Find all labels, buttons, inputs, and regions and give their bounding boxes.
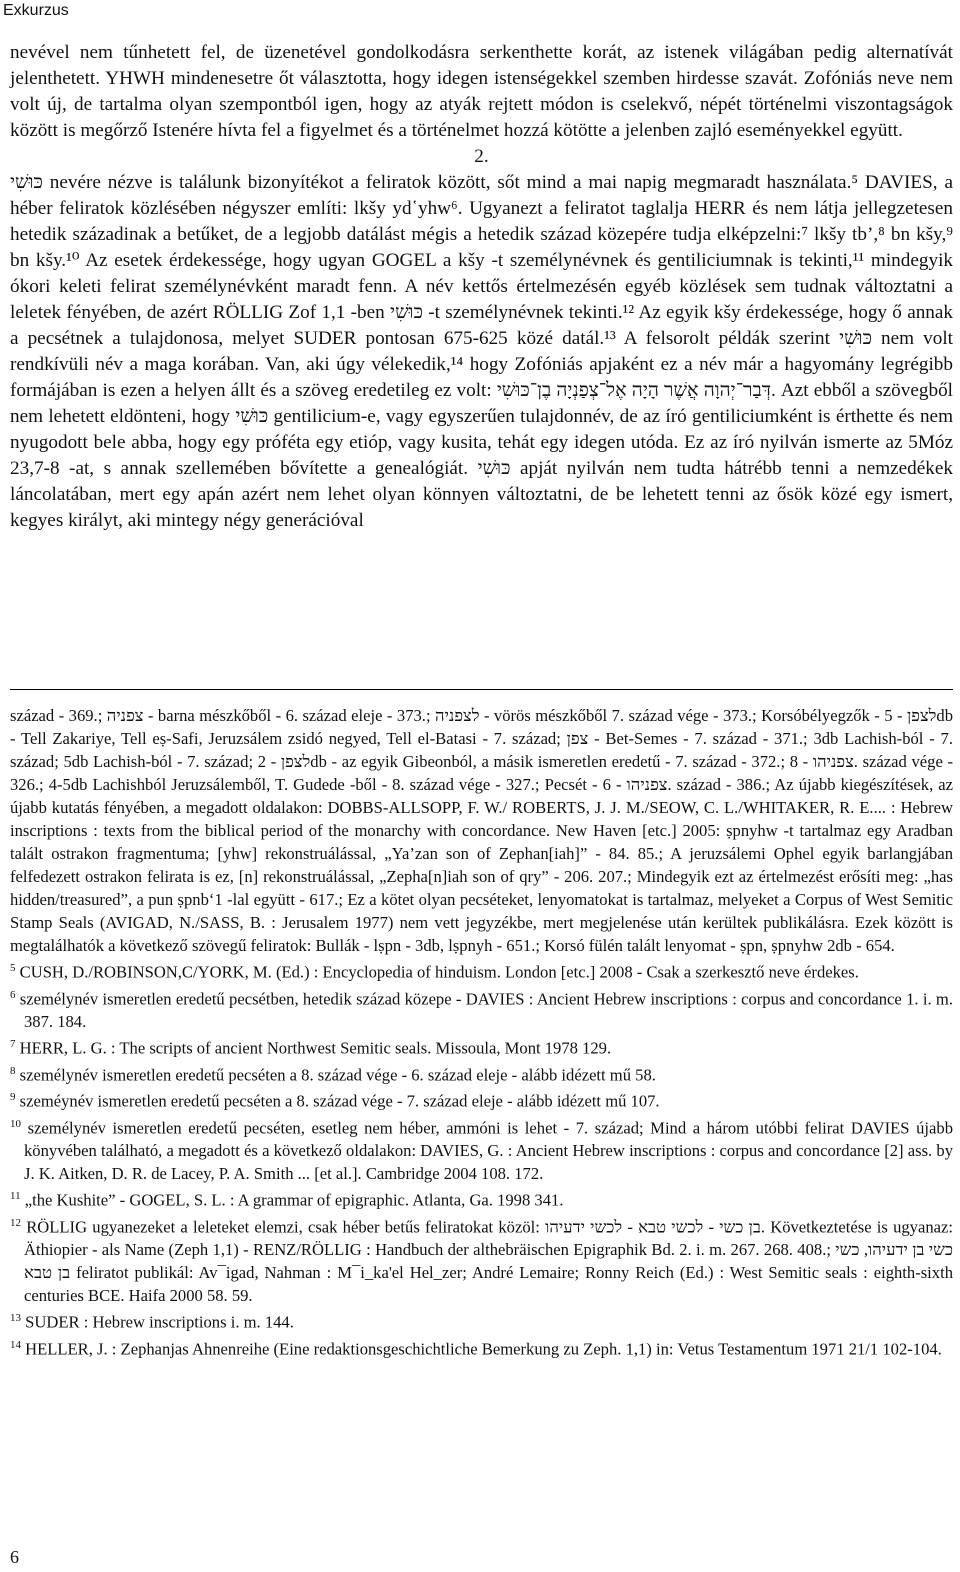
section-number: 2. <box>474 146 489 167</box>
footnote-text: CUSH, D./ROBINSON,C/YORK, M. (Ed.) : Encyclopedia of hinduism. London [etc.] 2008 - Csak a szerkesztő neve érdekes. <box>19 962 859 982</box>
footnote <box>10 1033 953 1060</box>
footnote-number: 5 <box>10 962 16 974</box>
footnote-text: személynév ismeretlen eredetű pecsétben, hetedik század közepe - DAVIES : Ancient Hebrew inscriptions : corpus and concordance 1. i. m. 387. 184. <box>19 989 953 1032</box>
footnote <box>10 1334 953 1361</box>
footnote <box>10 1060 953 1087</box>
footnote-text: szeméynév ismeretlen eredetű pecséten a 8. század vége - 7. század eleje - alább idézett mű 107. <box>19 1091 660 1111</box>
footnote-text: HELLER, J. : Zephanjas Ahnenreihe (Eine redaktionsgeschichtliche Bemerkung zu Zeph. 1,1) in: Vetus Testamentum 1971 21/1 102-104. <box>25 1339 942 1359</box>
footnote-number: 10 <box>10 1117 21 1130</box>
paragraph-1: nevével nem tűnhetett fel, de üzenetével gondolkodásra serkenthette korát, az istenek világában pedig alternatívát jelenthetett. YHWH mindenesetre őt választotta, hogy idegen istenségekkel szemben hirdesse szavát. Zofóniás neve nem volt új, de tartalma olyan szempontból igen, hogy az atyák rejtett módon is cselekvő, népét történelmi viszontagságok között is megőrző Istenére hívta fel a figyelmet és a történelmet hozzá kötötte a jelenben zajló eseményekkel együtt. <box>10 42 953 141</box>
footnote-separator <box>10 689 953 690</box>
footnote-text: személynév ismeretlen eredetű pecséten a 8. század vége - 6. század eleje - alább idézett mű 58. <box>19 1065 656 1085</box>
footnote <box>10 1307 953 1334</box>
footnote-text: SUDER : Hebrew inscriptions i. m. 144. <box>25 1312 294 1332</box>
footnote-number: 14 <box>10 1338 21 1351</box>
footnote-number: 12 <box>10 1216 21 1229</box>
footnote <box>10 1212 953 1308</box>
paragraph-2: כּוּשִׁי nevére nézve is találunk bizonyítékot a feliratok között, sőt mind a mai napig megmaradt használata.⁵ DAVIES, a héber feliratok közlésében négyszer említi: lkšy yd῾yhw⁶. Ugyanezt a feliratot taglalja HERR és nem látja jellegzetesen hetedik századinak a betűket, de a legjobb datálást mégis a hetedik század közepére tudja elképzelni:⁷ lkšy tb’,⁸ bn kšy,⁹ bn kšy.¹⁰ Az esetek érdekessége, hogy ugyan GOGEL a kšy -t személynévnek és gentiliciumnak is tekinti,¹¹ mindegyik ókori keleti felirat személynévként maradt fenn. A név kettős értelmezésén egyéb közlések sem tudnak változtatni a leletek fényében, de azért RÖLLIG Zof 1,1 -ben כּוּשִׁי -t személynévnek tekinti.¹² Az egyik kšy érdekessége, hogy ő annak a pecsétnek a tulajdonosa, melyet SUDER pontosan 675-625 közé datál.¹³ A felsorolt példák szerint כּוּשִׁי nem volt rendkívüli név a maga korában. Van, aki úgy vélekedik,¹⁴ hogy Zofóniás apjaként ez a név már a hagyomány legrégibb formájában is ezen a helyen állt és a szöveg eredetileg ez volt: דְּבַר־יְהוָה אֲשֶׁר הָיָה אֶל־צְפַנְיָה בֶן־כּוּשִׁי. Azt ebből a szövegből nem lehetett eldönteni, hogy כּוּשִׁי gentilicium-e, vagy egyszerűen tulajdonnév, de az író gentiliciumként is érthette és nem nyugodott bele abba, hogy egy próféta egy etióp, vagy kusita, tehát egy idegen utóda. Ez az író nyilván ismerte az 5Móz 23,7-8 -at, s annak szellemében bővítette a genealógiát. כּוּשִׁי apját nyilván nem tudta hátrébb tenni a nemzedékek láncolatában, mert egy apán azért nem lehet olyan könnyen változtatni, de be lehetett tenni az ősök közé egy ismert, kegyes királyt, aki mintegy négy generációval <box>10 172 954 531</box>
footnote-number: 13 <box>10 1312 21 1325</box>
footnote-text: HERR, L. G. : The scripts of ancient Northwest Semitic seals. Missoula, Mont 1978 129. <box>19 1038 612 1058</box>
footnote-text: személynév ismeretlen eredetű pecséten, esetleg nem héber, ammóni is lehet - 7. század; Mind a három utóbbi felirat DAVIES újabb könyvében található, a megadott és a következő oldalakon: DAVIES, G. : Ancient Hebrew inscriptions : corpus and concordance [2] ass. by J. K. Aitken, D. R. de Lacey, P. A. Smith ... [et al.]. Cambridge 2004 108. 172. <box>24 1118 953 1184</box>
main-text <box>10 40 953 534</box>
footnote-number: 6 <box>10 988 16 1001</box>
page-number: 6 <box>10 1547 19 1567</box>
footnote <box>10 1113 953 1186</box>
running-header: Exkurzus <box>3 2 69 19</box>
footnote <box>10 984 953 1034</box>
footnote-text: RÖLLIG ugyanezeket a leleteket elemzi, csak héber betűs feliratokat közöl: בן כשי - לכשי טבא - לכשי ידעיהו. Következtetése is ugyanaz: Äthiopier - als Name (Zeph 1,1) - RENZ/RÖLLIG : Handbuch der althebräischen Epigraphik Bd. 2. i. m. 267. 268. 408.; כשי בן ידעיהו, כשי בן טבא feliratot publikál: Av¯igad, Nahman : M¯i_ka'el Hel_zer; André Lemaire; Ronny Reich (Ed.) : West Semitic seals : eighth-sixth centuries BCE. Haifa 2000 58. 59. <box>24 1217 953 1306</box>
footnote <box>10 957 953 984</box>
footnote-continued: század - 369.; צפניה - barna mészkőből - 6. század eleje - 373.; לצפניה - vörös mészkőből 7. század vége - 373.; Korsóbélyegzők - לצפן - 5db - Tell Zakariye, Tell eṣ-Safi, Jeruzsálem zsidó negyed, Tell el-Batasi - 7. század; צפן - Bet-Semes - 7. század - 371.; 3db Lachish-ból - 7. század; 5db Lachish-ból - 7. század; לצפן - 2db - az egyik Gibeonból, a másik ismeretlen eredetű - 7. század - 372.; צפניהו - 8. század vége - 326.; 4-5db Lachishból Jeruzsálemből, T. Gudede -ből - 8. század vége - 327.; Pecsét - צפניהו - 6. század - 386.; Az újabb kiegészítések, az újabb kutatás fényében, a megadott oldalakon: DOBBS-ALLSOPP, F. W./ ROBERTS, J. J. M./SEOW, C. L./WHITAKER, R. E.... : Hebrew inscriptions : texts from the biblical period of the monarchy with concordance. New Haven [etc.] 2005: ṣpnyhw -t tartalmaz egy Aradban talált ostrakon fragmentuma; [yhw] rekonstruálással, „Ya’zan son of Zephan[iah]” - 84. 85.; A jeruzsálemi Ophel egyik barlangjában felfedezett ostrakon felirata is ez, [n] rekonstruálással, „Zepha[n]iah son of qry” - 206. 207.; Mindegyik ezt az értelmezést erősíti meg: „has hidden/treasured”, a pun ṣpnb‘1 -lal együtt - 617.; Ez a kötet olyan pecséteket, lenyomatokat is tartalmaz, melyeket a Corpus of West Semitic Stamp Seals (AVIGAD, N./SASS, B. : Jerusalem 1977) nem vett jegyzékbe, mert megjelenése után kerültek publikálásra. Ezek között is megtalálhatók a következő szövegű feliratok: Bullák - lṣpn - 3db, lṣpnyh - 651.; Korsó fülén talált lenyomat - ṣpn, ṣpnyhw 2db - 654. <box>10 706 953 955</box>
footnote-number: 11 <box>10 1190 21 1203</box>
footnote <box>10 1086 953 1113</box>
footnote-number: 7 <box>10 1038 16 1051</box>
footnote <box>10 1185 953 1212</box>
footnote-number: 8 <box>10 1064 16 1077</box>
footnote-list <box>10 957 953 1360</box>
footnote-text: „the Kushite” - GOGEL, S. L. : A grammar of epigraphic. Atlanta, Ga. 1998 341. <box>24 1190 564 1210</box>
footnote-number: 9 <box>10 1091 16 1104</box>
footnotes <box>10 704 953 1360</box>
